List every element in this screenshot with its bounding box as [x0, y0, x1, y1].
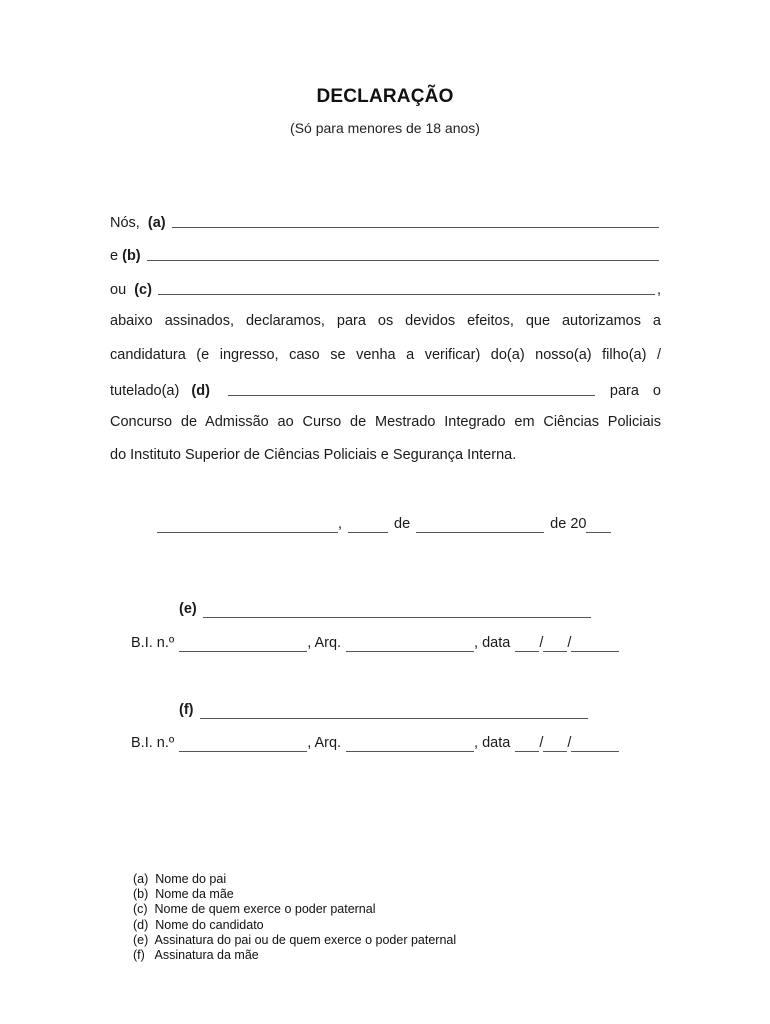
- footnote-d: (d) Nome do candidato: [133, 917, 264, 932]
- body-line-5: do Instituto Superior de Ciências Policiais e Segurança Interna.: [110, 447, 517, 463]
- field-a-prefix: Nós,: [110, 215, 140, 231]
- bi-number-f-blank[interactable]: [179, 750, 307, 752]
- field-d-code: (d): [191, 383, 210, 399]
- date-de-1: de: [394, 516, 411, 532]
- document-subtitle: (Só para menores de 18 anos): [290, 120, 480, 136]
- footnote-f: (f) Assinatura da mãe: [133, 948, 259, 963]
- field-a-row: [110, 211, 661, 231]
- footnote-a: (a) Nome do pai: [133, 872, 227, 886]
- place-blank[interactable]: [157, 531, 338, 533]
- date-e-year-blank[interactable]: [571, 650, 619, 652]
- bi-number-e-blank[interactable]: [179, 650, 307, 652]
- arq-e-blank[interactable]: [346, 650, 474, 652]
- footnote-b: (b) Nome da mãe: [133, 887, 234, 902]
- date-comma: ,: [338, 516, 343, 532]
- body-line-1: abaixo assinados, declaramos, para os devidos efeitos, que autorizamos a: [110, 313, 661, 329]
- date-f-sep-2: /: [567, 735, 572, 751]
- date-f-day-blank[interactable]: [515, 750, 539, 752]
- signature-f-code: (f): [179, 702, 194, 718]
- signature-f-row: [179, 698, 588, 718]
- signature-e-code: (e): [179, 601, 197, 617]
- signature-e-blank[interactable]: [203, 616, 591, 618]
- signature-f-id-row: [131, 731, 619, 751]
- field-b-code: (b): [122, 248, 141, 264]
- data-label-f: , data: [474, 735, 511, 751]
- body-line-3-prefix: tutelado(a): [110, 383, 180, 399]
- date-line: [157, 512, 611, 532]
- date-f-month-blank[interactable]: [543, 750, 567, 752]
- signature-f-blank[interactable]: [200, 717, 588, 719]
- year-blank[interactable]: [586, 531, 611, 533]
- bi-label-f: B.I. n.º: [131, 735, 175, 751]
- field-d-blank[interactable]: [228, 394, 595, 396]
- date-f-sep-1: /: [539, 735, 544, 751]
- date-e-sep-2: /: [567, 635, 572, 651]
- body-line-3-suffix: para o: [609, 383, 661, 399]
- date-f-year-blank[interactable]: [571, 750, 619, 752]
- field-c-prefix: ou: [110, 282, 127, 298]
- arq-f-blank[interactable]: [346, 750, 474, 752]
- signature-e-row: [179, 597, 591, 617]
- field-a-code: (a): [147, 215, 166, 231]
- arq-label-e: , Arq.: [307, 635, 342, 651]
- footnote-e: (e) Assinatura do pai ou de quem exerce o poder paternal: [133, 932, 457, 947]
- body-line-2: candidatura (e ingresso, caso se venha a verificar) do(a) nosso(a) filho(a) /: [110, 347, 661, 363]
- signature-e-id-row: [131, 631, 619, 651]
- field-a-blank[interactable]: [172, 226, 659, 228]
- body-line-4: Concurso de Admissão ao Curso de Mestrado Integrado em Ciências Policiais: [110, 414, 661, 430]
- date-de-2: de 20: [550, 516, 587, 532]
- field-b-row: [110, 244, 661, 264]
- date-e-sep-1: /: [539, 635, 544, 651]
- arq-label-f: , Arq.: [307, 735, 342, 751]
- field-b-prefix: e: [110, 248, 119, 264]
- field-c-blank[interactable]: [158, 293, 655, 295]
- footnote-c: (c) Nome de quem exerce o poder paternal: [133, 902, 376, 917]
- field-c-row: [110, 278, 661, 298]
- date-e-day-blank[interactable]: [515, 650, 539, 652]
- body-line-3: [110, 379, 661, 399]
- data-label-e: , data: [474, 635, 511, 651]
- day-blank[interactable]: [348, 531, 388, 533]
- document-title: DECLARAÇÃO: [316, 86, 454, 107]
- field-b-blank[interactable]: [147, 259, 659, 261]
- footnotes: [133, 872, 456, 963]
- bi-label-e: B.I. n.º: [131, 635, 175, 651]
- month-blank[interactable]: [416, 531, 544, 533]
- field-c-suffix: ,: [656, 282, 661, 298]
- field-c-code: (c): [134, 282, 152, 298]
- date-e-month-blank[interactable]: [543, 650, 567, 652]
